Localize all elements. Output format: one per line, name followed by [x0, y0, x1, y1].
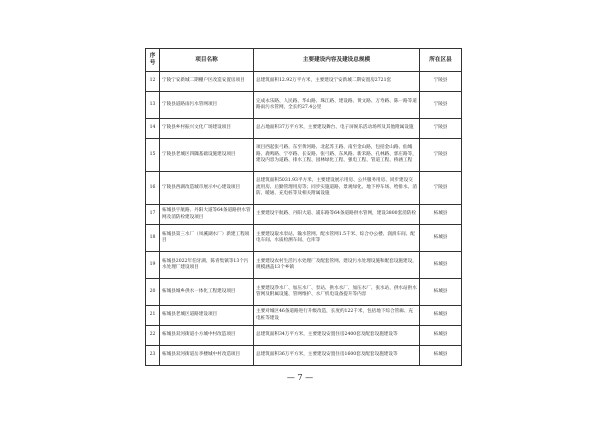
cell-name: 柘城县2022年伯牙湖、陈青集镇等13个污水处理厂建设项目: [160, 252, 254, 279]
cell-region: 宁陵县: [420, 119, 462, 139]
table-row: [146, 72, 462, 92]
table-row: [146, 119, 462, 139]
cell-content: 完成永乐路、人民路、华山路、珠江路、建设路、黄文路、万寿路、陈一路等道路雨污水管网，全长约27.4公里: [254, 92, 420, 119]
cell-content: 主要建设净水厂、加压水厂、泵站、供水水厂、加压水厂、张水站、供水站供水管网及附属设施、管网维护、水厂机电设备提升等内容: [254, 279, 420, 306]
cell-num: 18: [146, 225, 160, 252]
cell-region: 柘城县: [420, 306, 462, 326]
cell-content: 总建筑面积12.92万平方米，主要建设宁安新城二期安置房2721套: [254, 72, 420, 92]
header-content: 主要建设内容及建设总规模: [254, 49, 420, 72]
cell-region: 柘城县: [420, 279, 462, 306]
table-header-row: [146, 49, 462, 72]
cell-region: 柘城县: [420, 205, 462, 225]
cell-num: 13: [146, 92, 160, 119]
header-name: 项目名称: [160, 49, 254, 72]
cell-name: 柘城县双河街道小方城中村改造项目: [160, 326, 254, 346]
cell-name: 柘城县老城区道路建设项目: [160, 306, 254, 326]
table-row: [146, 346, 462, 366]
cell-content: 总建筑面积34万平方米，主要建设安置住房2400套及配套设施建设等: [254, 326, 420, 346]
table-row: [146, 306, 462, 326]
cell-region: 宁陵县: [420, 72, 462, 92]
cell-content: 总建筑面积5031.93平方米，主要建设展示用房、公共服务用房、同步建设交流用房、后勤管理用房等；同步实施道路、景观绿化、地下停车场、给排水、消防、暖通、充电桩等及相关附属设施: [254, 172, 420, 205]
table-row: [146, 92, 462, 119]
cell-content: 总占地面积37万平方米，主要建设舞台、电子屏娱乐活动场所及其他附属设施: [254, 119, 420, 139]
cell-region: 柘城县: [420, 346, 462, 366]
cell-name: 宁陵县西湖改造城市展示中心建设项目: [160, 172, 254, 205]
header-region: 所在区县: [420, 49, 462, 72]
cell-region: 柘城县: [420, 326, 462, 346]
cell-num: 12: [146, 72, 160, 92]
cell-num: 19: [146, 252, 160, 279]
cell-num: 23: [146, 346, 160, 366]
page-number: — 7 —: [286, 373, 314, 382]
cell-region: 柘城县: [420, 252, 462, 279]
cell-content: 总建筑面积36万平方米，主要建设安置住房1600套及配套设施建设等: [254, 346, 420, 366]
cell-name: 柘城县宇航路、丹阳大道等64条道路供水管网及消防栓建设项目: [160, 205, 254, 225]
cell-content: 项目西起张弓路、东至黄河路、北起苏王路、南至金山路，包括金山路、仙城路、鹿鸣路、宁亭路、长安路、张弓路、东风路、新禾路、孔林路、郭庄路等，建设内容为道路、排水工程、园林绿化工程、强电工程、管道工程、桥涵工程: [254, 139, 420, 172]
cell-content: 主要对城区46条道路进行升级改造，长度约122千米，包括地下综合管廊、充电桩等建设: [254, 306, 420, 326]
cell-name: 宁陵县乡村振兴文化广场建设项目: [160, 119, 254, 139]
cell-content: 主要建设取水泵站、输水管网、配水管网1.5千米、综合办公楼、润滑车间、配电车间、水质检测车间、仓库等: [254, 225, 420, 252]
table-row: [146, 139, 462, 172]
cell-num: 15: [146, 139, 160, 172]
cell-region: 柘城县: [420, 225, 462, 252]
cell-num: 14: [146, 119, 160, 139]
table-row: [146, 252, 462, 279]
project-table: [145, 48, 462, 366]
cell-num: 21: [146, 306, 160, 326]
header-num: 序号: [146, 49, 160, 72]
cell-name: 柘城县第三水厂（凤溪湖水厂）新建工程项目: [160, 225, 254, 252]
cell-region: 宁陵县: [420, 139, 462, 172]
cell-num: 16: [146, 172, 160, 205]
cell-content: 主要建设宇航路、丹阳大道、浦东路等64条道路供水管网，建设3800套消防栓: [254, 205, 420, 225]
table-row: [146, 172, 462, 205]
table-row: [146, 225, 462, 252]
cell-name: 柘城县城乡供水一体化工程建设项目: [160, 279, 254, 306]
cell-num: 17: [146, 205, 160, 225]
cell-num: 20: [146, 279, 160, 306]
cell-name: 宁陵宁安新城二期棚户区改造安置房项目: [160, 72, 254, 92]
cell-name: 柘城县双河街道岳李楼城中村改造项目: [160, 346, 254, 366]
cell-content: 主要建设农村生活污水处理厂及配套管网、建设污水处理设施和配套设施建设，规模涵盖13个乡镇: [254, 252, 420, 279]
cell-num: 22: [146, 326, 160, 346]
table-row: [146, 326, 462, 346]
cell-name: 宁陵县老城区四隅基础设施建设项目: [160, 139, 254, 172]
table-row: [146, 205, 462, 225]
cell-name: 宁陵县道路雨污水管网项目: [160, 92, 254, 119]
cell-region: 宁陵县: [420, 92, 462, 119]
table-row: [146, 279, 462, 306]
cell-region: 宁陵县: [420, 172, 462, 205]
